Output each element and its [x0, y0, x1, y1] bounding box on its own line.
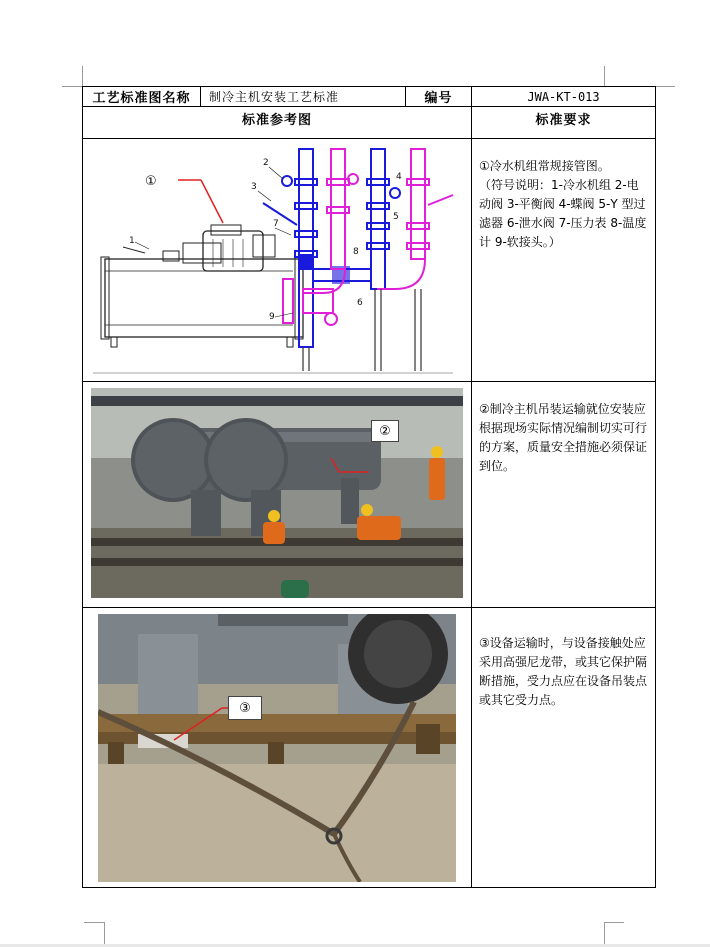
diagram-label-7: 7 — [273, 219, 279, 229]
pipe-supports — [93, 289, 453, 373]
crop-mark — [604, 66, 605, 86]
row-photo-2 — [83, 382, 656, 608]
diagram-label-5: 5 — [393, 212, 399, 222]
transport-strap-photo — [98, 614, 456, 882]
diagram-label-6: 6 — [357, 298, 363, 308]
diagram-label-3: 3 — [251, 182, 257, 192]
diagram-cell — [83, 139, 472, 382]
row-photo-3 — [83, 608, 656, 888]
requirement-2-cell — [472, 382, 656, 608]
number-label: 编号 — [406, 87, 472, 107]
diagram-label-4: 4 — [396, 172, 402, 182]
standard-sheet — [82, 86, 656, 888]
photo-2-marker: ② — [371, 420, 399, 442]
piping-diagram — [83, 139, 471, 382]
title-label: 工艺标准图名称 — [83, 87, 201, 107]
diagram-number-labels — [129, 158, 402, 322]
title-value: 制冷主机安装工艺标准 — [201, 87, 406, 107]
callout-line-1 — [201, 180, 223, 223]
ref-column-header: 标准参考图 — [83, 107, 472, 139]
requirement-2: ②制冷主机吊装运输就位安装应根据现场实际情况编制切实可行的方案，质量安全措施必须保证到位。 — [479, 402, 648, 473]
row-diagram — [83, 139, 656, 382]
photo-2-cell — [83, 382, 472, 608]
number-value: JWA-KT-013 — [472, 87, 656, 107]
requirement-1: ①冷水机组常规接管图。 — [479, 159, 610, 173]
diagram-label-2: 2 — [263, 158, 269, 168]
photo-3-cell — [83, 608, 472, 888]
crop-mark — [62, 86, 82, 87]
req-column-header: 标准要求 — [472, 107, 656, 139]
diagram-marker-1: ① — [145, 174, 157, 189]
requirement-1-note: （符号说明：1-冷水机组 2-电动阀 3-平衡阀 4-蝶阀 5-Y 型过滤器 6-泄水阀 7-压力表 8-温度计 9-软接头。） — [479, 178, 647, 249]
crop-mark — [82, 66, 83, 86]
requirement-3: ③设备运输时，与设备接触处应采用高强尼龙带，或其它保护隔断措施，受力点应在设备吊装点或其它受力点。 — [479, 636, 648, 707]
crop-mark — [84, 922, 104, 923]
column-header-row — [83, 107, 656, 139]
diagram-label-9: 9 — [269, 312, 275, 322]
requirement-3-cell — [472, 608, 656, 888]
crop-mark — [104, 922, 105, 944]
diagram-label-8: 8 — [353, 247, 359, 257]
diagram-label-1: 1 — [129, 236, 135, 246]
requirement-1-cell — [472, 139, 656, 382]
chiller-hoisting-photo — [91, 388, 463, 598]
photo-3-marker: ③ — [228, 696, 262, 720]
crop-mark — [655, 86, 675, 87]
crop-mark — [604, 922, 605, 944]
crop-mark — [604, 922, 624, 923]
header-row — [83, 87, 656, 107]
